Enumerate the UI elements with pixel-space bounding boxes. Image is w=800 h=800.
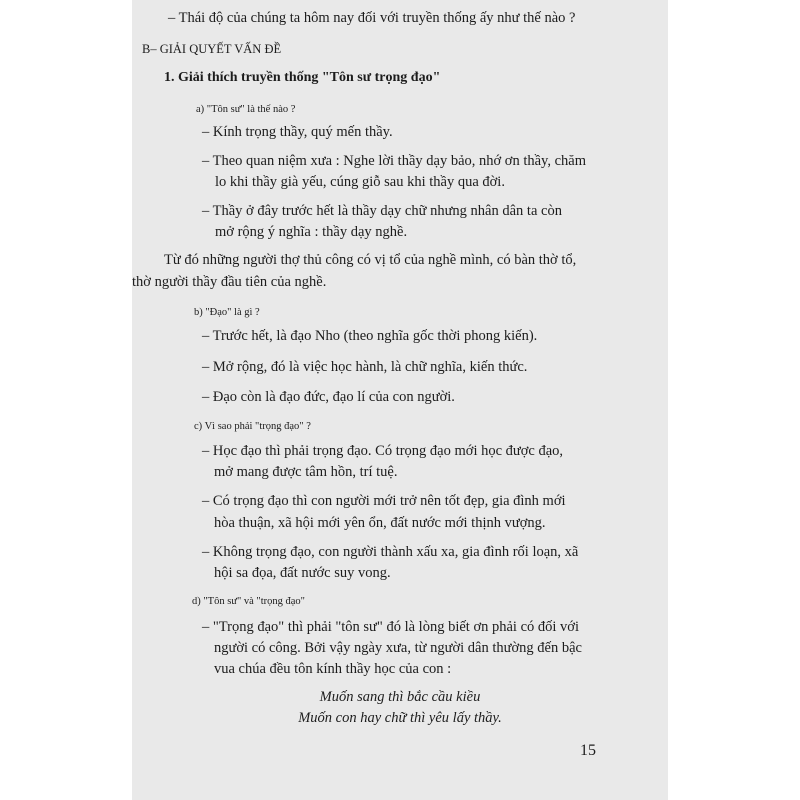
sub-c-item-1-line-1: – Học đạo thì phải trọng đạo. Có trọng đạo mới học được đạo, — [202, 443, 564, 459]
sub-b-item-2: – Mở rộng, đó là việc học hành, là chữ nghĩa, kiến thức. — [202, 359, 528, 375]
sub-d-line-3: vua chúa đều tôn kính thầy học của con : — [214, 661, 452, 677]
sub-c-item-2-line-2: hòa thuận, xã hội mới yên ổn, đất nước mới thịnh vượng. — [214, 515, 546, 531]
poem-line-2: Muốn con hay chữ thì yêu lấy thầy. — [298, 710, 502, 726]
sub-a-item-2-line-2: lo khi thầy già yếu, cúng giỗ sau khi thầy qua đời. — [215, 174, 505, 190]
sub-a-item-1: – Kính trọng thầy, quý mến thầy. — [202, 124, 393, 140]
sub-b-title: b) "Đạo" là gì ? — [194, 307, 260, 318]
sub-a-item-3-line-1: – Thầy ở đây trước hết là thầy dạy chữ nhưng nhân dân ta còn — [202, 203, 562, 219]
sub-b-item-3: – Đạo còn là đạo đức, đạo lí của con người. — [202, 389, 455, 405]
sub-b-item-1: – Trước hết, là đạo Nho (theo nghĩa gốc thời phong kiến). — [202, 328, 538, 344]
sub-c-item-1-line-2: mở mang được tâm hồn, trí tuệ. — [214, 464, 398, 480]
intro-line: – Thái độ của chúng ta hôm nay đối với truyền thống ấy như thế nào ? — [168, 10, 576, 26]
sub-d-title: d) "Tôn sư" và "trọng đạo" — [192, 596, 305, 607]
sub-a-item-3-line-2: mở rộng ý nghĩa : thầy dạy nghề. — [215, 224, 408, 240]
heading-1: 1. Giải thích truyền thống "Tôn sư trọng đạo" — [164, 70, 441, 85]
page-number: 15 — [580, 742, 596, 759]
sub-d-line-1: – "Trọng đạo" thì phải "tôn sư" đó là lòng biết ơn phải có đối với — [202, 619, 579, 635]
paragraph-line-2: thờ người thầy đầu tiên của nghề. — [132, 274, 327, 290]
paragraph-line-1: Từ đó những người thợ thủ công có vị tổ của nghề mình, có bàn thờ tổ, — [164, 252, 577, 268]
sub-a-item-2-line-1: – Theo quan niệm xưa : Nghe lời thầy dạy bảo, nhớ ơn thầy, chăm — [202, 153, 587, 169]
sub-a-title: a) "Tôn sư" là thế nào ? — [196, 104, 296, 115]
poem-line-1: Muốn sang thì bắc cầu kiều — [319, 689, 481, 705]
section-heading: B– GIẢI QUYẾT VẤN ĐỀ — [142, 42, 282, 56]
sub-c-item-2-line-1: – Có trọng đạo thì con người mới trở nên tốt đẹp, gia đình mới — [202, 493, 566, 509]
sub-c-item-3-line-2: hội sa đọa, đất nước suy vong. — [214, 565, 391, 581]
sub-d-line-2: người có công. Bởi vậy ngày xưa, từ người dân thường đến bậc — [214, 640, 582, 656]
sub-c-item-3-line-1: – Không trọng đạo, con người thành xấu xa, gia đình rối loạn, xã — [202, 544, 579, 560]
sub-c-title: c) Vì sao phải "trọng đạo" ? — [194, 421, 311, 432]
book-page — [132, 0, 668, 800]
